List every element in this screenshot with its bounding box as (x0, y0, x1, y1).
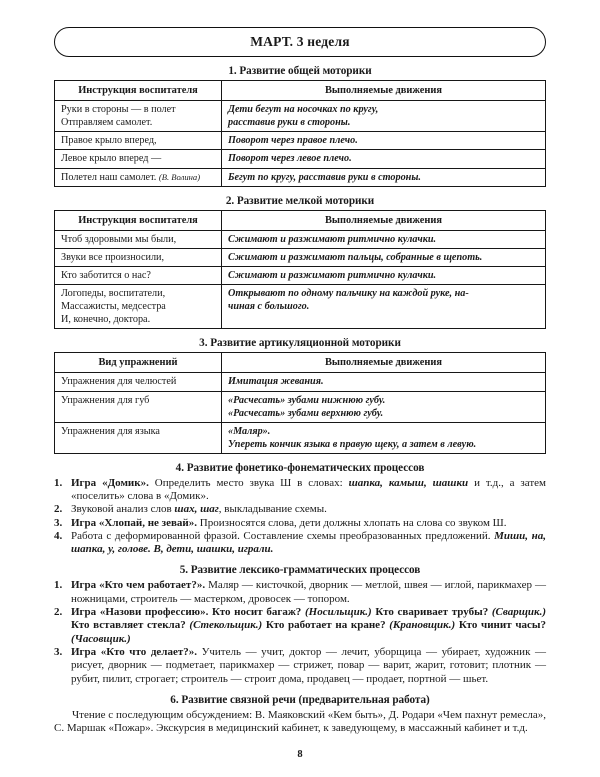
cell-line: Массажисты, медсестра (61, 301, 166, 313)
movement-cell (222, 101, 546, 132)
table-row (55, 391, 546, 422)
document-title-banner (54, 27, 546, 57)
list-item (54, 646, 546, 686)
cell-line: Имитация жевания. (228, 376, 324, 388)
section-heading: 2. Развитие мелкой моторики (225, 194, 375, 207)
table-header-row (55, 81, 546, 101)
cell-line: чиная с большого. (228, 301, 310, 313)
text-fragment: Игра «Кто чем работает?». (71, 579, 206, 592)
page-number: 8 (297, 749, 303, 760)
movement-cell (222, 422, 546, 453)
instruction-cell (55, 391, 222, 422)
text-fragment: шах, шаг (174, 503, 219, 516)
page-title: МАРТ. 3 неделя (250, 34, 350, 49)
section-heading: 5. Развитие лексико-грамматических процессов (179, 564, 421, 577)
text-fragment: , выкладывание схемы. (218, 503, 327, 516)
cell-line: «Расчесать» зубами верхнюю губу. (228, 407, 384, 419)
cell-line: Звуки все произносили, (61, 251, 165, 263)
table-column-header: Инструкция воспитателя (55, 210, 222, 230)
movement-cell (222, 266, 546, 284)
section-paragraph: Чтение с последующим обсуждением: В. Маяковский «Кем быть», Д. Родари «Чем пахнут ремесла», С. Маршак «Пожар». Экскурсия в медицинский кабинет, к заведующему, в массажный кабинет и т.д. (54, 708, 546, 735)
table-column-header: Вид упражнений (55, 353, 222, 373)
cell-line: Сжимают и разжимают ритмично кулачки. (228, 269, 437, 281)
section-heading: 4. Развитие фонетико-фонематических процессов (175, 461, 425, 474)
movement-cell (222, 391, 546, 422)
list-item (54, 477, 546, 504)
cell-line: Дети бегут на носочках по кругу, (228, 104, 379, 116)
cell-line: Логопеды, воспитатели, (61, 288, 166, 299)
table-header-row (55, 353, 546, 373)
instruction-cell (55, 248, 222, 266)
movement-cell (222, 168, 546, 186)
table-header-row (55, 210, 546, 230)
table-row (55, 285, 546, 329)
activity-list (54, 579, 546, 685)
exercise-table (54, 352, 546, 454)
cell-line: «Маляр». (228, 425, 271, 437)
table-column-header: Выполняемые движения (222, 210, 546, 230)
text-fragment: Кто сваривает трубы? (371, 606, 492, 619)
cell-line: И, конечно, доктора. (61, 314, 151, 326)
cell-line: Полетел наш самолет. (61, 171, 157, 183)
table-row (55, 132, 546, 150)
text-fragment: Игра «Кто что делает?». (71, 645, 197, 658)
list-item (54, 530, 546, 557)
text-fragment: Игра «Домик». (71, 476, 149, 489)
cell-line: Упражнения для языка (61, 425, 160, 437)
list-item (54, 606, 546, 646)
movement-cell (222, 373, 546, 391)
instruction-cell (55, 230, 222, 248)
cell-line: Бегут по кругу, расставив руки в стороны. (228, 171, 421, 183)
instruction-cell (55, 266, 222, 284)
table-row (55, 373, 546, 391)
instruction-cell (55, 373, 222, 391)
text-fragment: Кто носит багаж? (208, 606, 306, 619)
sections-container (54, 65, 546, 736)
cell-line: Кто заботится о нас? (61, 269, 151, 281)
text-fragment: Миши, на, шапка, у, голове. В, дети, шашки, играли. (71, 529, 546, 556)
instruction-cell (55, 150, 222, 168)
cell-line: Сжимают и разжимают пальцы, собранные в щепоть. (228, 251, 483, 263)
movement-cell (222, 248, 546, 266)
cell-line: Поворот через правое плечо. (228, 135, 358, 147)
text-fragment: (Стекольщик.) (189, 619, 263, 632)
cell-line: Чтоб здоровыми мы были, (61, 233, 177, 245)
movement-cell (222, 150, 546, 168)
text-fragment: и т.д., а затем «поселить» слова в «Домик». (71, 476, 547, 502)
text-fragment: Кто вставляет стекла? (71, 619, 190, 632)
list-item (54, 579, 546, 606)
instruction-cell (55, 132, 222, 150)
text-fragment: шапка, камыш, шашки (348, 476, 469, 489)
exercise-table (54, 210, 546, 330)
activity-list (54, 477, 546, 557)
instruction-cell (55, 285, 222, 329)
text-fragment: Учитель — учит, доктор — лечит, уборщица — убирает, художник — рисует, дворник — подметает, парикмахер — стрижет, повар — варит, жарит, готовит; плотник — рубит, пилит, строгает; строитель — строит дома, продавец — продает, портной — шьет. (71, 645, 546, 685)
text-fragment: Кто работает на кране? (262, 619, 390, 632)
table-row (55, 230, 546, 248)
text-fragment: Игра «Назови профессию». (71, 606, 209, 619)
movement-cell (222, 230, 546, 248)
cell-line: Правое крыло вперед, (61, 135, 157, 147)
table-column-header: Инструкция воспитателя (55, 81, 222, 101)
table-row (55, 168, 546, 186)
cell-line: Открывают по одному пальчику на каждой руке, на- (228, 288, 469, 299)
section-heading: 3. Развитие артикуляционной моторики (199, 337, 401, 350)
instruction-cell (55, 168, 222, 186)
text-fragment: Работа с деформированной фразой. Составление схемы преобразованных предложений. (71, 529, 495, 542)
movement-cell (222, 132, 546, 150)
movement-cell (222, 285, 546, 329)
cell-line: расставив руки в стороны. (228, 117, 351, 129)
instruction-cell (55, 422, 222, 453)
section-heading: 6. Развитие связной речи (предварительная работа) (170, 693, 430, 706)
cell-line: Отправляем самолет. (61, 117, 153, 129)
cell-line: Сжимают и разжимают ритмично кулачки. (228, 233, 437, 245)
section-heading: 1. Развитие общей моторики (228, 65, 372, 77)
text-fragment: (Часовщик.) (71, 632, 131, 645)
instruction-cell (55, 101, 222, 132)
cell-line: Упереть кончик языка в правую щеку, а затем в левую. (228, 438, 477, 450)
cell-line: Руки в стороны — в полет (61, 104, 176, 116)
text-fragment: Игра «Хлопай, не зевай». (71, 516, 198, 529)
table-column-header: Выполняемые движения (222, 81, 546, 101)
cell-line: Поворот через левое плечо. (228, 153, 352, 165)
table-row (55, 101, 546, 132)
text-fragment: Произносятся слова, дети должны хлопать на слова со звуком Ш. (197, 516, 507, 529)
table-row (55, 248, 546, 266)
table-row (55, 266, 546, 284)
cell-line: Левое крыло вперед — (61, 153, 162, 165)
text-fragment: (Носильщик.) (305, 606, 372, 619)
text-fragment: Кто чинит часы? (455, 619, 546, 632)
text-fragment: Определить место звука Ш в словах: (148, 476, 349, 489)
list-item (54, 503, 546, 516)
cell-source-attribution: (В. Волина) (158, 171, 201, 182)
text-fragment: (Крановщик.) (389, 619, 456, 632)
table-row (55, 422, 546, 453)
text-fragment: Маляр — кисточкой, дворник — метлой, швея — иглой, парикмахер — ножницами, строитель — мастерком, дровосек — топором. (71, 579, 546, 605)
cell-line: Упражнения для губ (61, 394, 150, 406)
cell-line: «Расчесать» зубами нижнюю губу. (228, 394, 386, 406)
exercise-table (54, 80, 546, 187)
text-fragment: Звуковой анализ слов (71, 503, 175, 516)
cell-line: Упражнения для челюстей (61, 376, 177, 388)
table-column-header: Выполняемые движения (222, 353, 546, 373)
table-row (55, 150, 546, 168)
text-fragment: (Сварщик.) (491, 606, 546, 619)
document-page (0, 27, 600, 777)
list-item (54, 517, 546, 530)
